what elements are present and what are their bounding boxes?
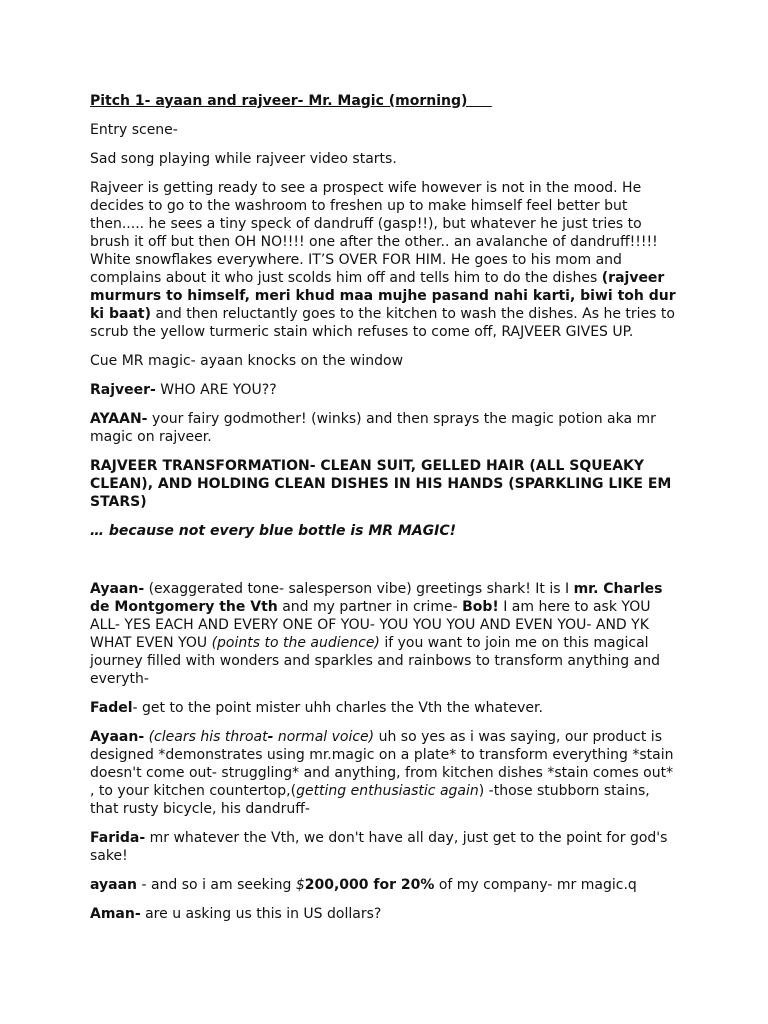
pitch-bold-name: mr. Charles de Montgomery the Vth [90, 581, 663, 615]
dialogue-text-1: uh so yes as i was saying, our product is designed *demonstrates using mr.magic on a plate* to transform everything *stain doesn't come out- struggling* and anything, from kitchen dishes *stain comes out* , to your kitchen countertop,( [90, 729, 674, 799]
farida-dialogue [90, 829, 680, 865]
pitch-italic-direction: (points to the audience) [211, 635, 380, 651]
speaker-name: Rajveer- [90, 382, 156, 398]
transformation-direction: RAJVEER TRANSFORMATION- CLEAN SUIT, GELLED HAIR (ALL SQUEAKY CLEAN), AND HOLDING CLEAN DISHES IN HIS HANDS (SPARKLING LIKE EM STARS) [90, 458, 672, 510]
fadel-dialogue [90, 699, 680, 717]
ayaan-dialogue-3 [90, 876, 680, 894]
speaker-name: Farida- [90, 830, 146, 846]
dialogue-text: mr whatever the Vth, we don't have all day, just get to the point for god's sake! [90, 830, 668, 864]
story-paragraph [90, 179, 680, 341]
speaker-name: Fadel [90, 700, 133, 716]
direction-italic-1: (clears his throat [144, 729, 268, 745]
pitch-text-3: I am here to ask YOU ALL- YES EACH AND EVERY ONE OF YOU- YOU YOU YOU AND EVEN YOU- AND YK WHAT EVEN YOU [90, 599, 651, 651]
dialogue-text-2: ) -those stubborn stains, that rusty bicycle, his dandruff- [90, 783, 650, 817]
dialogue-text-2: of my company- mr magic.q [434, 877, 637, 893]
ayaan-dialogue-1 [90, 410, 680, 446]
cue-line: Cue MR magic- ayaan knocks on the window [90, 353, 404, 369]
dialogue-text: your fairy godmother! (winks) and then sprays the magic potion aka mr magic on rajveer. [90, 411, 656, 445]
speaker-name: Ayaan- [90, 581, 145, 597]
speaker-name: ayaan [90, 877, 138, 893]
speaker-name: Aman- [90, 906, 141, 922]
direction-italic-3: getting enthusiastic again [296, 783, 479, 799]
direction-italic-2: normal voice) [273, 729, 375, 745]
document-page [90, 92, 680, 934]
pitch-text-2: and my partner in crime- [277, 599, 463, 615]
direction-dash: - [267, 729, 274, 745]
sad-song-line: Sad song playing while rajveer video starts. [90, 151, 397, 167]
dollar-sign: $ [295, 877, 305, 893]
speaker-name: Ayaan- [90, 729, 145, 745]
dialogue-text: are u asking us this in US dollars? [140, 906, 382, 922]
dialogue-text: - get to the point mister uhh charles the Vth the whatever. [132, 700, 543, 716]
story-text-1: Rajveer is getting ready to see a prospect wife however is not in the mood. He decides to go to the washroom to freshen up to make himself feel better but then..... he sees a tiny speck of dandruff (gasp!!), but whatever he just tries to brush it off but then OH NO!!!! one after the other.. an avalanche of dandruff!!!!! White snowflakes everywhere. IT’S OVER FOR HIM. He goes to his mom and complains about it who just scolds him off and tells him to do the dishes [90, 180, 658, 286]
ayaan-pitch [90, 580, 680, 688]
document-title [90, 92, 680, 110]
speaker-name: AYAAN- [90, 411, 148, 427]
story-text-2: and then reluctantly goes to the kitchen to wash the dishes. As he tries to scrub the yellow turmeric stain which refuses to come off, RAJVEER GIVES UP. [90, 306, 675, 340]
title-text: Pitch 1- ayaan and rajveer- Mr. Magic (morning) [90, 93, 492, 109]
dialogue-text: WHO ARE YOU?? [155, 382, 277, 398]
pitch-text-1: (exaggerated tone- salesperson vibe) greetings shark! It is I [144, 581, 574, 597]
story-bold-aside: (rajveer murmurs to himself, meri khud maa mujhe pasand nahi karti, biwi toh dur ki baat) [90, 270, 676, 322]
dialogue-text-1: - and so i am seeking [137, 877, 296, 893]
rajveer-dialogue [90, 381, 680, 399]
pitch-text-4: if you want to join me on this magical journey filled with wonders and sparkles and rainbows to transform anything and everyth- [90, 635, 660, 687]
ask-amount: 200,000 for 20% [304, 877, 435, 893]
pitch-bold-bob: Bob! [462, 599, 499, 615]
tagline: … because not every blue bottle is MR MAGIC! [90, 523, 457, 539]
aman-dialogue [90, 905, 680, 923]
blank-line [90, 551, 680, 580]
ayaan-dialogue-2 [90, 728, 680, 818]
entry-scene-line: Entry scene- [90, 122, 178, 138]
